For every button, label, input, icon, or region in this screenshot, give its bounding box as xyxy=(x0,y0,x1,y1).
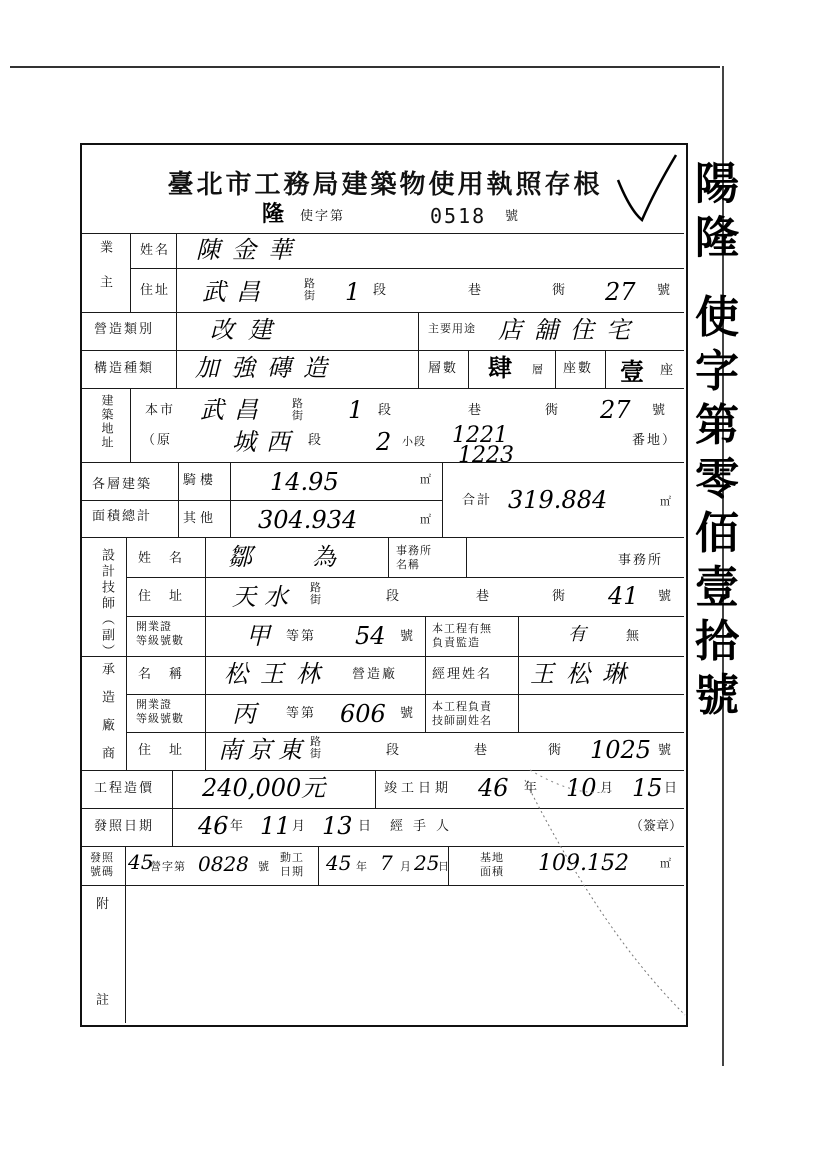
main-use-label: 主要用途 xyxy=(428,322,476,335)
site-number-label: 號 xyxy=(652,403,668,418)
complete-day: 15 xyxy=(632,774,663,802)
notes-label-top: 附 xyxy=(96,897,112,912)
other-unit: ㎡ xyxy=(420,513,432,526)
site-section-unit: 段 xyxy=(378,403,394,418)
issue-month: 11 xyxy=(260,812,291,840)
rule xyxy=(130,388,131,462)
owner-alley-label: 衖 xyxy=(552,283,568,298)
designer-office-suffix: 事務所 xyxy=(618,553,664,568)
owner-number-value: 27 xyxy=(605,278,636,306)
owner-section-value: 1 xyxy=(345,278,361,306)
rule xyxy=(126,616,684,617)
site-lot-value-2: 1223 xyxy=(458,443,514,468)
site-orig-sub-value: 2 xyxy=(376,428,392,456)
complete-year-label: 年 xyxy=(524,781,540,796)
arcade-value: 14.95 xyxy=(270,468,339,496)
check-mark-icon xyxy=(610,150,680,230)
buildings-label: 座數 xyxy=(563,361,594,376)
start-day-label: 日 xyxy=(438,860,450,873)
rule xyxy=(178,462,179,537)
permit-prefix: 營字第 xyxy=(150,860,186,873)
rule xyxy=(418,312,419,388)
buildings-unit: 座 xyxy=(660,363,676,378)
main-use-value: 店舖住宅 xyxy=(498,316,642,344)
owner-address-label: 住址 xyxy=(140,283,171,298)
structure-type-value: 加強磚造 xyxy=(195,354,339,382)
floors-label: 層數 xyxy=(428,361,459,376)
site-area-value: 109.152 xyxy=(538,851,629,876)
designer-road-label: 路 街 xyxy=(310,581,322,607)
owner-lane-label: 巷 xyxy=(468,283,484,298)
designer-license-no: 54 xyxy=(355,622,386,650)
designer-office-label: 事務所 名稱 xyxy=(396,544,432,572)
permit-year: 45 xyxy=(128,850,154,874)
contractor-section-unit: 段 xyxy=(386,743,402,758)
construction-type-value: 改建 xyxy=(210,316,286,344)
contractor-alley-label: 衖 xyxy=(548,743,564,758)
rule xyxy=(518,616,519,656)
rule xyxy=(555,350,556,388)
designer-grade-label: 等第 xyxy=(286,629,317,644)
rule xyxy=(442,462,443,537)
scan-top-edge xyxy=(10,66,720,68)
contractor-address-label: 住址 xyxy=(138,743,201,758)
contractor-lane-label: 巷 xyxy=(474,743,490,758)
rule xyxy=(425,616,426,656)
notes-label-bottom: 註 xyxy=(96,993,112,1008)
area-label-2: 面積總計 xyxy=(92,509,153,524)
rule xyxy=(82,233,684,234)
form-title: 臺北市工務局建築物使用執照存根 xyxy=(167,170,603,200)
rule xyxy=(176,312,177,388)
license-prefix: 使字第 xyxy=(300,209,346,224)
buildings-value: 壹 xyxy=(620,357,644,386)
designer-number-label: 號 xyxy=(658,589,674,604)
rule xyxy=(82,312,684,313)
issue-label: 發照日期 xyxy=(94,819,155,834)
site-city-label: 本市 xyxy=(145,403,176,418)
site-section-label: 建築地址 xyxy=(100,394,114,450)
handler-label: 經手人 xyxy=(390,819,460,834)
stamp-char: 隆 xyxy=(262,201,285,227)
structure-type-label: 構造種類 xyxy=(94,361,155,376)
rule xyxy=(125,846,126,1023)
license-suffix: 號 xyxy=(505,209,521,224)
designer-name-label: 姓名 xyxy=(138,551,201,566)
construction-type-label: 營造類別 xyxy=(94,322,155,337)
start-label: 動工 日期 xyxy=(280,851,304,879)
permit-suffix: 號 xyxy=(258,860,270,873)
rule xyxy=(126,732,684,733)
owner-address-road: 武昌 xyxy=(202,278,270,306)
complete-label: 竣工日期 xyxy=(384,781,453,796)
rule xyxy=(466,537,467,577)
contractor-road-label: 路 街 xyxy=(310,735,322,761)
start-month: 7 xyxy=(380,851,393,875)
total-unit: ㎡ xyxy=(660,495,672,508)
license-number: 0518 xyxy=(430,204,487,228)
rule xyxy=(126,577,684,578)
start-month-label: 月 xyxy=(400,860,412,873)
rule xyxy=(375,770,376,808)
designer-grade-value: 甲 xyxy=(246,622,270,650)
owner-name-label: 姓名 xyxy=(140,243,171,258)
complete-month-label: 月 xyxy=(600,781,616,796)
rule xyxy=(126,537,127,770)
rule xyxy=(176,233,177,312)
permit-number: 0828 xyxy=(198,852,249,876)
cost-label: 工程造價 xyxy=(94,781,155,796)
permit-label: 發照 號碼 xyxy=(90,851,114,879)
site-road-label: 路 街 xyxy=(292,397,304,423)
fold-stain-mark xyxy=(520,760,690,1020)
rule xyxy=(318,846,319,885)
contractor-license-label: 開業證 等級號數 xyxy=(136,698,184,726)
contractor-number-label: 號 xyxy=(658,743,674,758)
area-label-1: 各層建築 xyxy=(92,477,153,492)
issue-day: 13 xyxy=(322,812,353,840)
rule xyxy=(126,694,684,695)
edge-stamp-text: 陽隆 使字第零佰壹拾號 xyxy=(687,160,738,726)
rule xyxy=(130,268,684,269)
rule xyxy=(82,350,684,351)
contractor-grade-value: 丙 xyxy=(232,700,256,728)
contractor-tech-label: 本工程負責 技師副姓名 xyxy=(432,700,492,728)
site-section-value: 1 xyxy=(348,396,364,424)
contractor-manager-label: 經理姓名 xyxy=(432,667,493,682)
designer-section-label: 設計技師（副） xyxy=(99,548,114,660)
rule xyxy=(230,462,231,537)
site-lane-label: 巷 xyxy=(468,403,484,418)
designer-license-no-label: 號 xyxy=(400,629,416,644)
owner-name-value: 陳金華 xyxy=(196,236,304,264)
site-orig-label: （原 xyxy=(142,433,173,448)
designer-address-label: 住址 xyxy=(138,589,201,604)
contractor-manager-value: 王松琳 xyxy=(530,660,638,688)
rule xyxy=(425,656,426,732)
contractor-address-value: 南京東 xyxy=(218,736,308,764)
contractor-name-label: 名稱 xyxy=(138,667,201,682)
issue-year-label: 年 xyxy=(230,819,246,834)
total-value: 319.884 xyxy=(508,486,608,514)
site-lot-label: 番地） xyxy=(632,433,678,448)
designer-number-value: 41 xyxy=(608,582,639,610)
designer-supervise-value: 有 xyxy=(568,624,586,645)
owner-section-unit: 段 xyxy=(373,283,389,298)
other-value: 304.934 xyxy=(258,506,358,534)
contractor-number-value: 1025 xyxy=(590,736,652,764)
rule xyxy=(172,770,173,846)
owner-road-label: 路 街 xyxy=(304,277,316,303)
site-orig-sub-unit: 小段 xyxy=(402,435,426,448)
designer-address-value: 天水 xyxy=(232,583,296,611)
owner-section-label: 業主 xyxy=(97,240,112,310)
rule xyxy=(82,500,442,501)
total-label: 合計 xyxy=(462,493,493,508)
complete-day-label: 日 xyxy=(664,781,680,796)
rule xyxy=(130,233,131,312)
floors-value: 肆 xyxy=(488,353,512,382)
owner-number-label: 號 xyxy=(657,283,673,298)
site-alley-label: 衖 xyxy=(545,403,561,418)
contractor-license-no: 606 xyxy=(340,700,386,728)
rule xyxy=(205,537,206,656)
issue-month-label: 月 xyxy=(292,819,308,834)
contractor-grade-label: 等第 xyxy=(286,706,317,721)
rule xyxy=(82,388,684,389)
designer-alley-label: 衖 xyxy=(552,589,568,604)
site-orig-section-value: 城西 xyxy=(232,428,300,456)
designer-license-label: 開業證 等級號數 xyxy=(136,620,184,648)
site-lot-value-1: 1221 xyxy=(452,423,508,448)
designer-supervise-none: 無 xyxy=(626,629,642,644)
rule xyxy=(82,537,684,538)
rule xyxy=(82,462,684,463)
contractor-section-label: 承造廠商 xyxy=(99,662,114,774)
arcade-label: 騎樓 xyxy=(183,473,218,488)
other-label: 其他 xyxy=(183,511,218,526)
contractor-factory-label: 營造廠 xyxy=(352,667,398,682)
complete-month: 10 xyxy=(566,774,597,802)
designer-name-value: 鄒為 xyxy=(228,543,396,571)
contractor-license-no-label: 號 xyxy=(400,706,416,721)
site-area-unit: ㎡ xyxy=(660,857,672,870)
cost-value: 240,000元 xyxy=(202,774,326,802)
arcade-unit: ㎡ xyxy=(420,473,432,486)
designer-supervise-label: 本工程有無 負責監造 xyxy=(432,622,492,650)
contractor-name-value: 松王林 xyxy=(224,660,332,688)
seal-label: （簽章） xyxy=(630,819,683,834)
floors-unit: 層 xyxy=(532,363,544,376)
issue-year: 46 xyxy=(198,812,229,840)
complete-year: 46 xyxy=(478,774,509,802)
rule xyxy=(468,350,469,388)
start-year-label: 年 xyxy=(356,860,368,873)
designer-lane-label: 巷 xyxy=(476,589,492,604)
rule xyxy=(205,656,206,770)
site-number-value: 27 xyxy=(600,396,631,424)
rule xyxy=(605,350,606,388)
start-day: 25 xyxy=(414,851,440,875)
rule xyxy=(518,656,519,732)
issue-day-label: 日 xyxy=(358,819,374,834)
designer-section-unit: 段 xyxy=(386,589,402,604)
start-year: 45 xyxy=(326,851,352,875)
site-road-value: 武昌 xyxy=(200,396,268,424)
rule xyxy=(82,656,684,657)
site-area-label: 基地 面積 xyxy=(480,851,504,879)
site-orig-section-unit: 段 xyxy=(308,433,324,448)
